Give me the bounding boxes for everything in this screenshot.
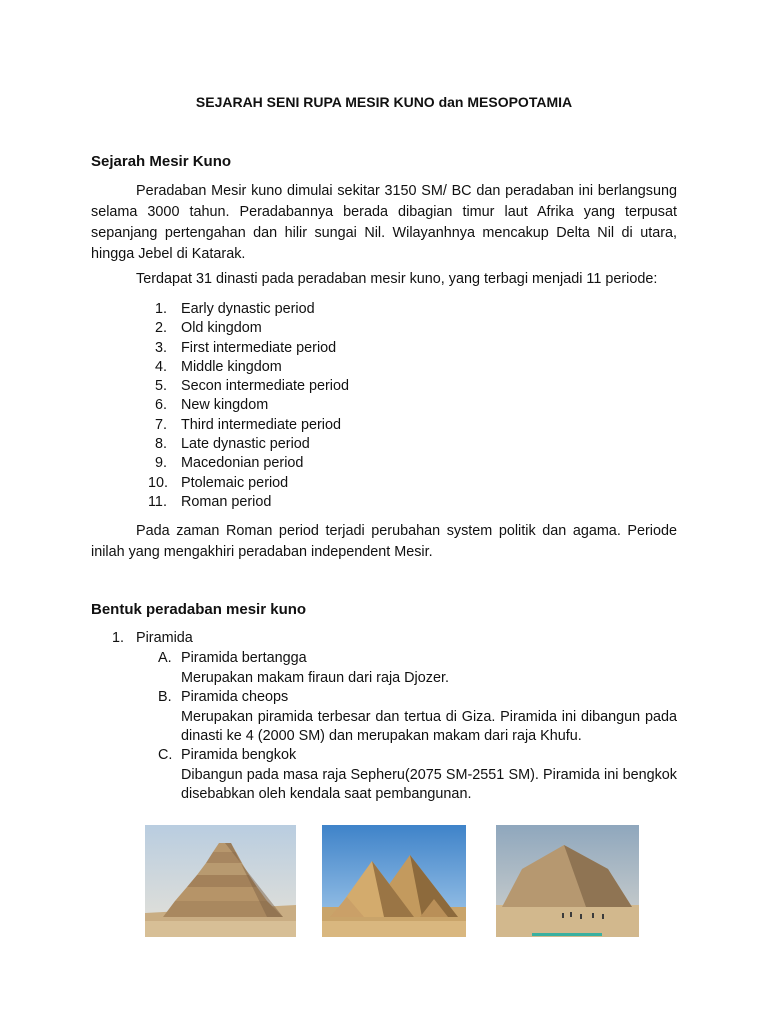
paragraph-roman: Pada zaman Roman period terjadi perubahan system politik dan agama. Periode inilah yang mengakhiri peradaban independent Mesir. xyxy=(91,523,677,560)
list-item: 11. Roman period xyxy=(148,493,272,510)
section-heading-bentuk: Bentuk peradaban mesir kuno xyxy=(91,601,307,618)
paragraph-dynasties: Terdapat 31 dinasti pada peradaban mesir kuno, yang terbagi menjadi 11 periode: xyxy=(136,271,658,287)
list-item: 2. Old kingdom xyxy=(155,320,262,337)
document-title: SEJARAH SENI RUPA MESIR KUNO dan MESOPOTAMIA xyxy=(195,94,573,110)
list-item: 10. Ptolemaic period xyxy=(148,474,289,491)
subitem-bengkok: C. Piramida bengkok Dibangun pada masa raja Sepheru(2075 SM-2551 SM). Piramida ini bengkok disebabkan oleh kendala saat pembangunan. xyxy=(158,747,677,802)
list-item: 8. Late dynastic period xyxy=(155,436,310,453)
bent-pyramid-photo xyxy=(496,825,639,937)
list-item: 3. First intermediate period xyxy=(155,339,337,356)
period-list xyxy=(148,300,349,512)
list-item: 5. Secon intermediate period xyxy=(155,378,349,395)
giza-pyramids-photo xyxy=(322,825,466,937)
list-item: 9. Macedonian period xyxy=(155,455,304,472)
step-pyramid-photo xyxy=(145,825,296,937)
section-heading-sejarah: Sejarah Mesir Kuno xyxy=(91,153,232,170)
paragraph-intro: Peradaban Mesir kuno dimulai sekitar 3150 SM/ BC dan peradaban ini berlangsung selama 3000 tahun. Peradabannya berada dibagian timur laut Afrika yang terpusat sepanjang pertengahan dan hilir sungai Nil. Wilayanhnya mencakup Delta Nil di utara, hingga Jebel di Katarak. xyxy=(91,183,677,262)
list-item: 6. New kingdom xyxy=(155,397,269,414)
subitem-cheops: B. Piramida cheops Merupakan piramida terbesar dan tertua di Giza. Piramida ini dibangun pada dinasti ke 4 (2000 SM) dan merupakan makam dari raja Khufu. xyxy=(158,689,677,744)
list-item: 1. Early dynastic period xyxy=(155,301,315,317)
subitem-bertangga: A. Piramida bertangga Merupakan makam firaun dari raja Djozer. xyxy=(158,650,449,686)
list-item: 7. Third intermediate period xyxy=(155,416,341,433)
list-item: 4. Middle kingdom xyxy=(155,358,282,375)
list-item-piramida: 1. Piramida xyxy=(112,630,193,646)
